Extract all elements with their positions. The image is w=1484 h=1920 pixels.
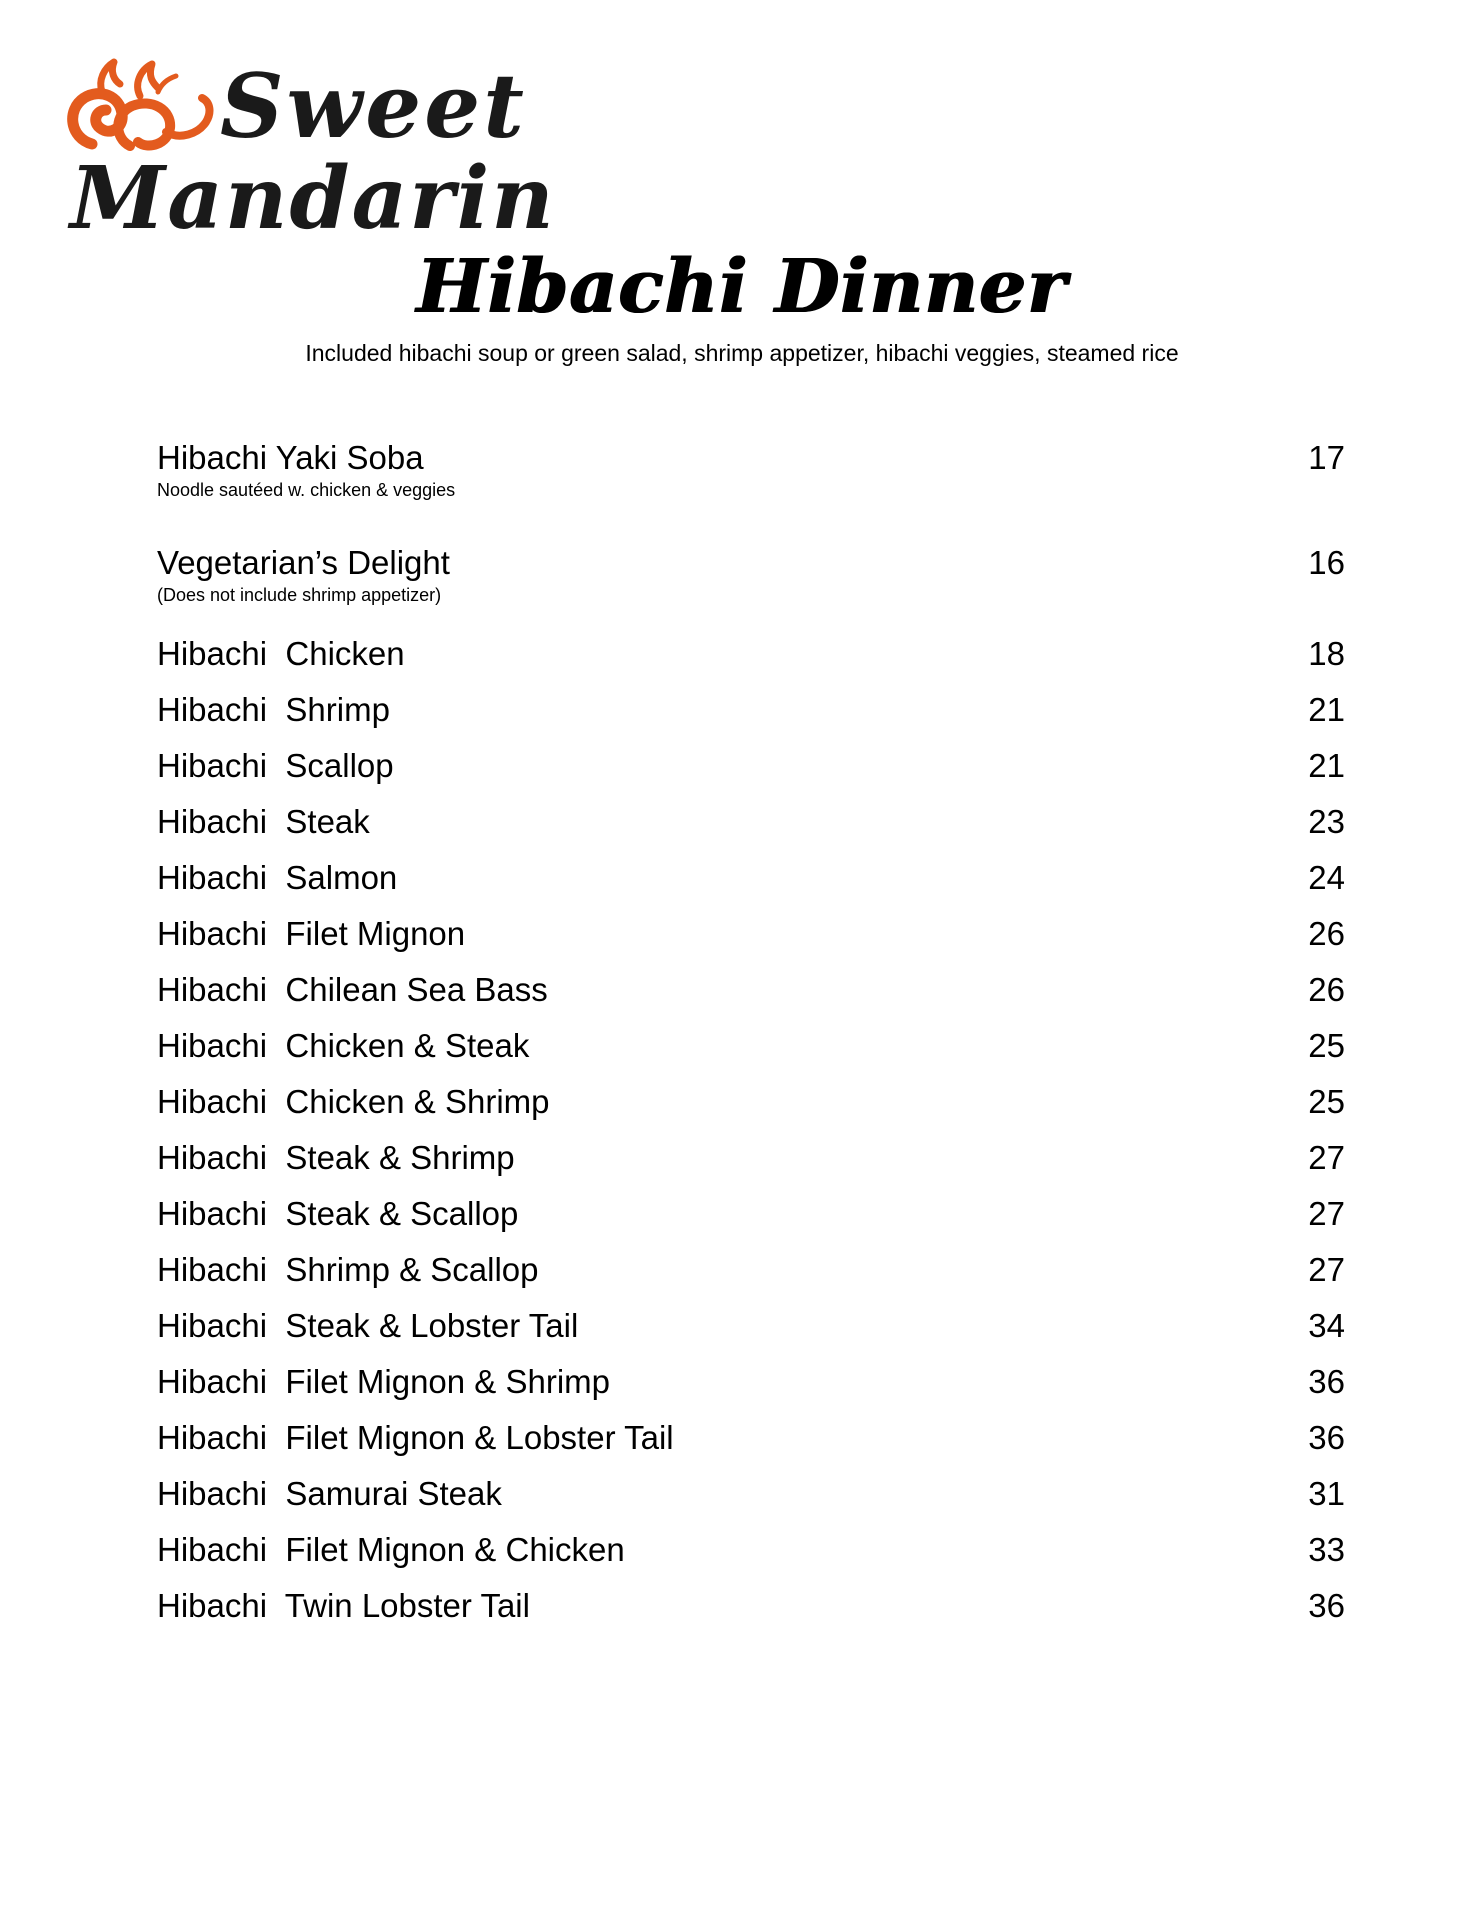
menu-item-price: 25: [1308, 1083, 1345, 1120]
menu-item-name: Hibachi Samurai Steak: [157, 1475, 502, 1512]
menu-item: [157, 973, 1345, 1006]
menu-item-price: 36: [1308, 1587, 1345, 1624]
menu-item: [157, 1589, 1345, 1622]
menu-item-name: Hibachi Chicken & Shrimp: [157, 1083, 550, 1120]
menu-item-price: 26: [1308, 915, 1345, 952]
menu-title: Hibachi Dinner: [416, 244, 1068, 330]
menu-item-name: Hibachi Chicken: [157, 635, 405, 672]
menu-item-name: Hibachi Scallop: [157, 747, 394, 784]
logo-text-line2: Mandarin: [70, 148, 556, 249]
logo-text-line1: Sweet: [220, 54, 527, 158]
menu-item-price: 16: [1308, 544, 1345, 581]
menu-item-name: Hibachi Steak & Shrimp: [157, 1139, 515, 1176]
menu-item-price: 25: [1308, 1027, 1345, 1064]
menu-item: [157, 1309, 1345, 1342]
menu-item-description: (Does not include shrimp appetizer): [157, 585, 442, 605]
menu-item-name: Hibachi Shrimp: [157, 691, 390, 728]
menu-item-name: Vegetarian’s Delight: [157, 544, 450, 581]
menu-item: [157, 1197, 1345, 1230]
menu-item-price: 33: [1308, 1531, 1345, 1568]
menu-item: [157, 1477, 1345, 1510]
menu-item-price: 34: [1308, 1307, 1345, 1344]
menu-item-price: 21: [1308, 691, 1345, 728]
menu-item-name: Hibachi Yaki Soba: [157, 439, 424, 476]
menu-item: [157, 749, 1345, 782]
menu-item: [157, 1253, 1345, 1286]
menu-item-price: 27: [1308, 1251, 1345, 1288]
menu-item-name: Hibachi Twin Lobster Tail: [157, 1587, 530, 1624]
menu-item-name: Hibachi Steak & Scallop: [157, 1195, 519, 1232]
menu-item: [157, 1421, 1345, 1454]
menu-item: [157, 1533, 1345, 1566]
menu-item-price: 31: [1308, 1475, 1345, 1512]
menu-item: [157, 1141, 1345, 1174]
menu-item-name: Hibachi Salmon: [157, 859, 398, 896]
menu-item-name: Hibachi Chilean Sea Bass: [157, 971, 548, 1008]
menu-item-price: 36: [1308, 1419, 1345, 1456]
menu-item-price: 27: [1308, 1195, 1345, 1232]
menu-item: [157, 861, 1345, 894]
menu-item: [157, 1365, 1345, 1398]
menu-subtitle: Included hibachi soup or green salad, shrimp appetizer, hibachi veggies, steamed rice: [305, 340, 1179, 366]
menu-item-price: 18: [1308, 635, 1345, 672]
menu-item-name: Hibachi Chicken & Steak: [157, 1027, 530, 1064]
menu-item: [157, 441, 1345, 499]
menu-item-name: Hibachi Steak: [157, 803, 370, 840]
menu-item-price: 36: [1308, 1363, 1345, 1400]
restaurant-logo: [62, 52, 556, 252]
menu-item-price: 23: [1308, 803, 1345, 840]
menu-item-name: Hibachi Shrimp & Scallop: [157, 1251, 539, 1288]
menu-item-name: Hibachi Filet Mignon: [157, 915, 466, 952]
menu-item-price: 21: [1308, 747, 1345, 784]
menu-item-description: Noodle sautéed w. chicken & veggies: [157, 480, 456, 500]
menu-item-name: Hibachi Steak & Lobster Tail: [157, 1307, 579, 1344]
menu-item-price: 24: [1308, 859, 1345, 896]
menu-item-name: Hibachi Filet Mignon & Shrimp: [157, 1363, 611, 1400]
menu-item: [157, 637, 1345, 670]
menu-item-price: 17: [1308, 439, 1345, 476]
menu-item: [157, 546, 1345, 604]
menu-item-name: Hibachi Filet Mignon & Chicken: [157, 1531, 625, 1568]
menu-item-price: 26: [1308, 971, 1345, 1008]
menu-item: [157, 693, 1345, 726]
menu-item-price: 27: [1308, 1139, 1345, 1176]
menu-item: [157, 1085, 1345, 1118]
flame-swirl-icon: [62, 52, 222, 162]
menu-item-name: Hibachi Filet Mignon & Lobster Tail: [157, 1419, 674, 1456]
menu-item: [157, 1029, 1345, 1062]
menu-list: [157, 418, 1345, 1622]
menu-item: [157, 805, 1345, 838]
menu-item: [157, 917, 1345, 950]
